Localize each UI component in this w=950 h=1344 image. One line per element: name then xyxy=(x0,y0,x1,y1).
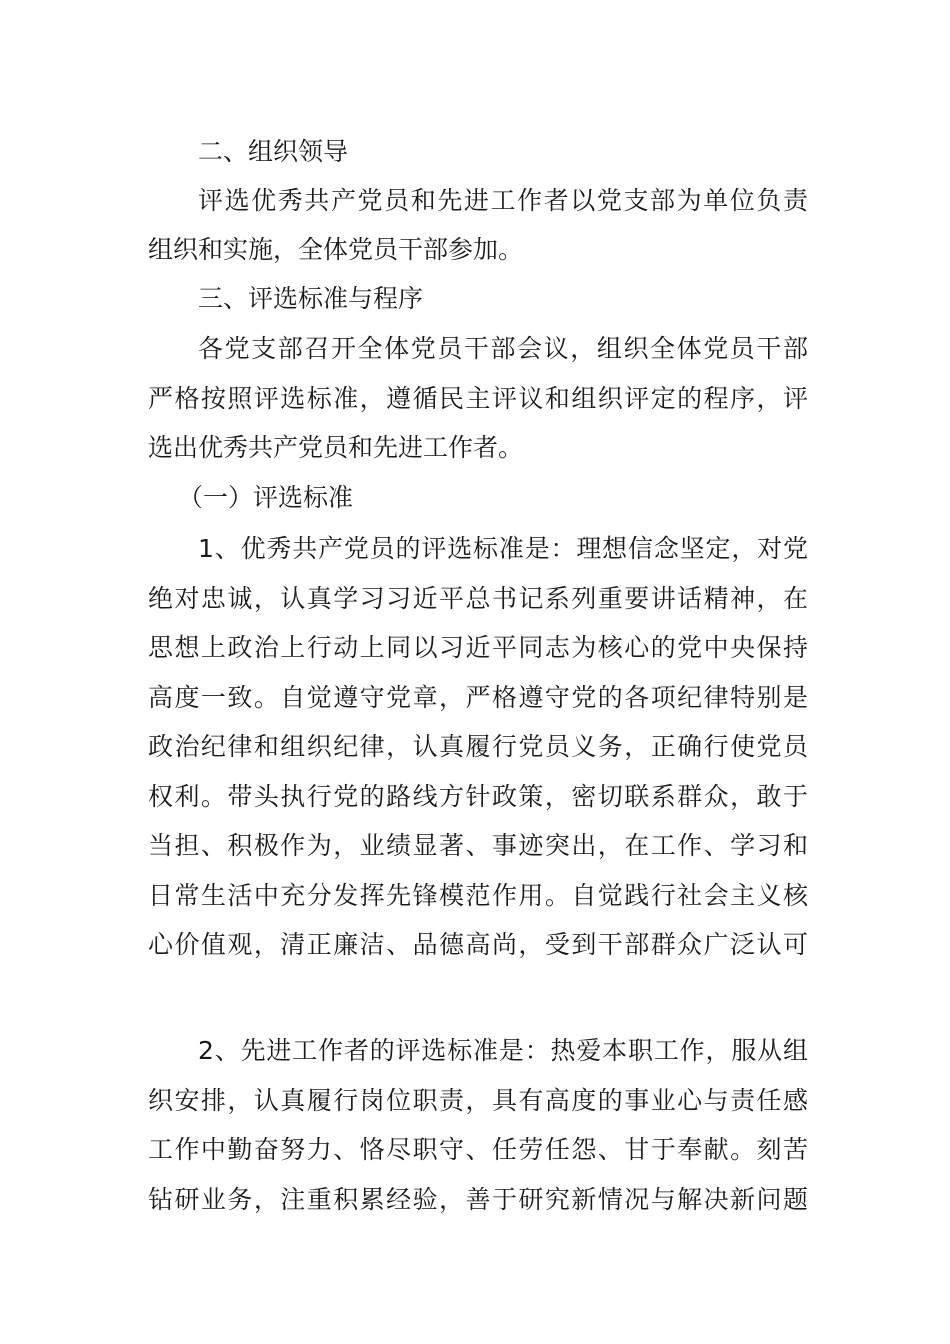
paragraph-line: 绝对忠诚，认真学习习近平总书记系列重要讲话精神，在 xyxy=(148,584,808,613)
section-heading: 二、组织领导 xyxy=(198,137,349,166)
paragraph-line: 评选优秀共产党员和先进工作者以党支部为单位负责 xyxy=(198,186,808,215)
paragraph-line: 心价值观，清正廉洁、品德高尚，受到干部群众广泛认可 xyxy=(148,930,808,959)
paragraph-line: 织安排，认真履行岗位职责，具有高度的事业心与责任感 xyxy=(148,1086,808,1115)
paragraph-line: 1、优秀共产党员的评选标准是：理想信念坚定，对党 xyxy=(198,534,808,563)
paragraph-line: 钻研业务，注重积累经验，善于研究新情况与解决新问题 xyxy=(148,1185,808,1214)
paragraph-line: 选出优秀共产党员和先进工作者。 xyxy=(148,433,524,462)
paragraph-line: 各党支部召开全体党员干部会议，组织全体党员干部 xyxy=(198,334,808,363)
subsection-heading: （一）评选标准 xyxy=(178,483,354,512)
paragraph-line: 组织和实施，全体党员干部参加。 xyxy=(148,235,524,264)
paragraph-line: 2、先进工作者的评选标准是：热爱本职工作，服从组 xyxy=(198,1036,808,1065)
section-heading: 三、评选标准与程序 xyxy=(198,284,424,313)
paragraph-line: 日常生活中充分发挥先锋模范作用。自觉践行社会主义核 xyxy=(148,881,808,910)
paragraph-line: 高度一致。自觉遵守党章，严格遵守党的各项纪律特别是 xyxy=(148,683,808,712)
paragraph-line: 严格按照评选标准，遵循民主评议和组织评定的程序，评 xyxy=(148,384,808,413)
paragraph-line: 当担、积极作为，业绩显著、事迹突出，在工作、学习和 xyxy=(148,831,808,860)
paragraph-line: 政治纪律和组织纪律，认真履行党员义务，正确行使党员 xyxy=(148,732,808,761)
paragraph-line: 权利。带头执行党的路线方针政策，密切联系群众，敢于 xyxy=(148,782,808,811)
paragraph-line: 思想上政治上行动上同以习近平同志为核心的党中央保持 xyxy=(148,633,808,662)
paragraph-line: 工作中勤奋努力、恪尽职守、任劳任怨、甘于奉献。刻苦 xyxy=(148,1135,808,1164)
